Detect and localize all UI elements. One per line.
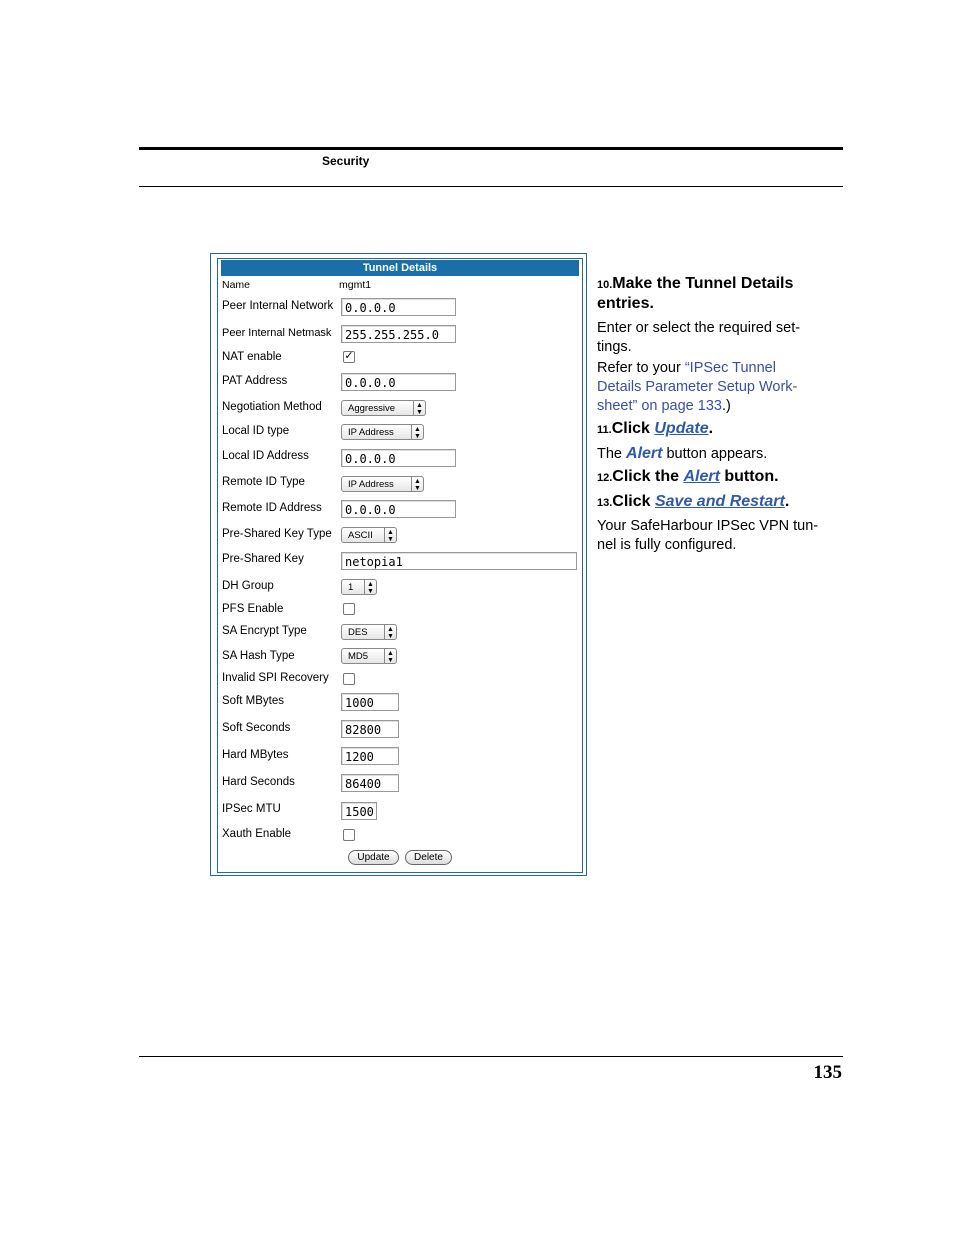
local-id-type-value: IP Address: [348, 427, 394, 438]
psk-type-label: Pre-Shared Key Type: [222, 528, 332, 540]
name-value: mgmt1: [339, 279, 372, 291]
sa-encrypt-value: DES: [348, 627, 368, 638]
remote-id-address-input[interactable]: 0.0.0.0: [341, 500, 456, 518]
remote-id-type-label: Remote ID Type: [222, 476, 305, 488]
soft-mbytes-label: Soft MBytes: [222, 695, 284, 707]
step-13-heading: 13.Click Save and Restart.: [597, 493, 790, 510]
worksheet-link-page[interactable]: sheet” on page 133: [597, 398, 722, 414]
xauth-enable-checkbox[interactable]: [343, 829, 355, 841]
remote-id-type-select[interactable]: [341, 476, 424, 492]
psk-type-value: ASCII: [348, 530, 373, 541]
updown-arrow-icon: ▲ ▼: [413, 401, 425, 415]
ipsec-mtu-label: IPSec MTU: [222, 803, 281, 815]
step-11-heading: 11.Click Update.: [597, 420, 714, 437]
local-id-address-input[interactable]: 0.0.0.0: [341, 449, 456, 467]
form-title: Tunnel Details: [221, 260, 579, 276]
updown-arrow-icon: ▲ ▼: [364, 580, 376, 594]
soft-mbytes-input[interactable]: 1000: [341, 693, 399, 711]
pat-address-input[interactable]: 0.0.0.0: [341, 373, 456, 391]
local-id-address-label: Local ID Address: [222, 450, 309, 462]
nat-enable-checkbox[interactable]: ✓: [344, 350, 354, 362]
negotiation-method-select[interactable]: [341, 400, 426, 416]
pfs-enable-label: PFS Enable: [222, 603, 284, 615]
delete-button[interactable]: Delete: [405, 850, 452, 865]
psk-input[interactable]: netopia1: [341, 552, 577, 570]
hard-mbytes-label: Hard MBytes: [222, 749, 289, 761]
local-id-type-label: Local ID type: [222, 425, 290, 437]
step-10-heading: 10.Make the Tunnel Details: [597, 275, 794, 292]
alert-keyword: Alert: [626, 445, 663, 462]
negotiation-method-label: Negotiation Method: [222, 401, 322, 413]
soft-seconds-label: Soft Seconds: [222, 722, 291, 734]
peer-network-label: Peer Internal Network: [222, 300, 334, 312]
peer-netmask-input[interactable]: 255.255.255.0: [341, 325, 456, 343]
header-rule: [139, 147, 843, 150]
sa-hash-label: SA Hash Type: [222, 650, 295, 662]
peer-network-input[interactable]: 0.0.0.0: [341, 298, 456, 316]
psk-type-select[interactable]: [341, 527, 397, 543]
alert-keyword-step: Alert: [683, 468, 720, 485]
negotiation-method-value: Aggressive: [348, 403, 395, 414]
nat-enable-label: NAT enable: [222, 351, 282, 363]
updown-arrow-icon: ▲ ▼: [411, 477, 423, 491]
section-label: Security: [322, 154, 370, 168]
footer-rule: [139, 1056, 843, 1057]
remote-id-type-value: IP Address: [348, 479, 394, 490]
hard-seconds-input[interactable]: 86400: [341, 774, 399, 792]
spi-recovery-checkbox[interactable]: [343, 673, 355, 685]
dh-group-label: DH Group: [222, 580, 274, 592]
worksheet-link-cont[interactable]: Details Parameter Setup Work-: [597, 379, 798, 395]
psk-label: Pre-Shared Key: [222, 553, 304, 565]
step-12-heading: 12.Click the Alert button.: [597, 468, 779, 485]
update-keyword: Update: [654, 420, 709, 437]
sa-hash-select[interactable]: [341, 648, 397, 664]
remote-id-address-label: Remote ID Address: [222, 502, 322, 514]
name-label: Name: [222, 279, 251, 291]
header-divider: [139, 186, 843, 187]
updown-arrow-icon: ▲ ▼: [384, 625, 396, 639]
hard-seconds-label: Hard Seconds: [222, 776, 295, 788]
local-id-type-select[interactable]: [341, 424, 424, 440]
refer-paragraph: Refer to your “IPSec Tunnel Details Parameter Setup Work- sheet” on page 133.): [597, 360, 798, 414]
updown-arrow-icon: ▲ ▼: [384, 528, 396, 542]
page-number: 135: [813, 1062, 842, 1083]
ipsec-mtu-input[interactable]: 1500: [341, 802, 377, 820]
dh-group-value: 1: [348, 582, 354, 593]
dh-group-select[interactable]: [341, 579, 377, 595]
peer-netmask-label: Peer Internal Netmask: [222, 327, 332, 339]
step-10-heading-cont: entries.: [597, 295, 654, 312]
pfs-enable-checkbox[interactable]: [343, 603, 355, 615]
sa-encrypt-select[interactable]: [341, 624, 397, 640]
save-restart-keyword: Save and Restart: [654, 493, 785, 510]
updown-arrow-icon: ▲ ▼: [384, 649, 396, 663]
sa-hash-value: MD5: [348, 651, 369, 662]
alert-paragraph: The Alert button appears.: [597, 445, 768, 462]
pat-address-label: PAT Address: [222, 375, 288, 387]
updown-arrow-icon: ▲ ▼: [411, 425, 423, 439]
step-10-body: Enter or select the required set- tings.: [597, 320, 801, 355]
update-button[interactable]: Update: [348, 850, 399, 865]
soft-seconds-input[interactable]: 82800: [341, 720, 399, 738]
spi-recovery-label: Invalid SPI Recovery: [222, 672, 329, 684]
sa-encrypt-label: SA Encrypt Type: [222, 625, 307, 637]
worksheet-link[interactable]: “IPSec Tunnel: [684, 360, 776, 376]
xauth-enable-label: Xauth Enable: [222, 828, 292, 840]
final-paragraph: Your SafeHarbour IPSec VPN tun- nel is fully configured.: [597, 518, 819, 553]
hard-mbytes-input[interactable]: 1200: [341, 747, 399, 765]
